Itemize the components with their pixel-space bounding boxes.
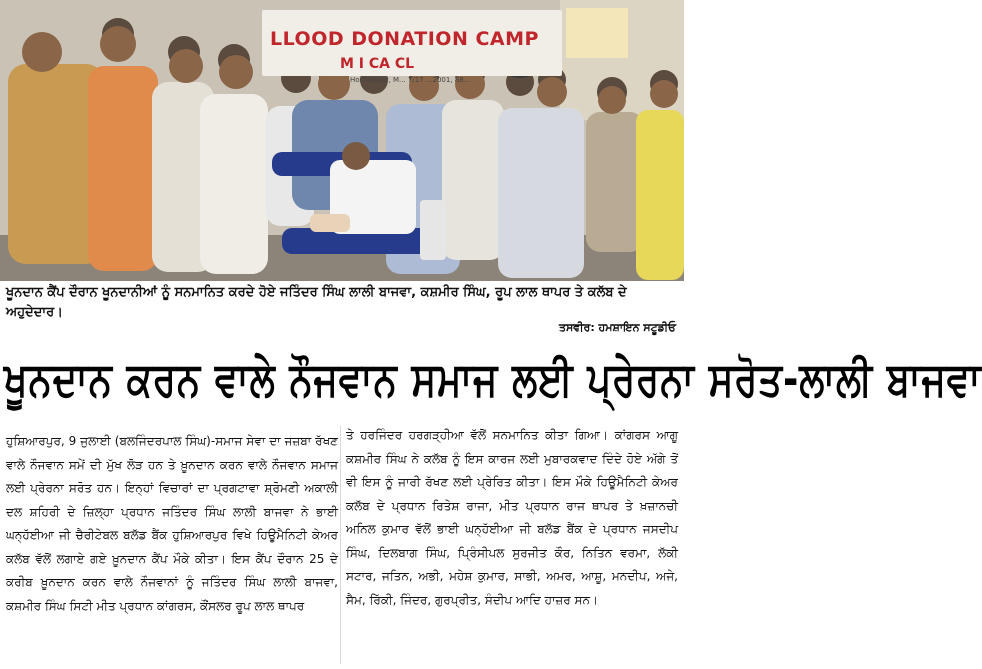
headline: ਖੂਨਦਾਨ ਕਰਨ ਵਾਲੇ ਨੌਜਵਾਨ ਸਮਾਜ ਲਈ ਪ੍ਰੇਰਨਾ ਸਰੋਤ-ਲਾਲੀ ਬਾਜਵਾ [4,352,982,406]
article-column-right: ਤੇ ਹਰਜਿੰਦਰ ਹਰਗੜ੍ਹੀਆ ਵੱਲੋਂ ਸਨਮਾਨਿਤ ਕੀਤਾ ਗਿਆ। ਕਾਂਗਰਸ ਆਗੂ ਕਸ਼ਮੀਰ ਸਿੰਘ ਨੇ ਕਲੱਬ ਨੂੰ ਇਸ ਕਾਰਜ ਲਈ ਮੁਬਾਰਕਵਾਦ ਦਿੰਦੇ ਹੋਏ ਅੱਗੇ ਤੋਂ ਵੀ ਇਸ ਨੂੰ ਜਾਰੀ ਰੱਖਣ ਲਈ ਪ੍ਰੇਰਿਤ ਕੀਤਾ। ਇਸ ਮੌਕੇ ਹਿਊਮੈਨਿਟੀ ਕੇਅਰ ਕਲੱਬ ਦੇ ਪ੍ਰਧਾਨ ਰਿਤੇਸ਼ ਰਾਜਾ, ਮੀਤ ਪ੍ਰਧਾਨ ਰਾਜ ਥਾਪਰ ਤੇ ਖ਼ਜ਼ਾਨਚੀ ਅਨਿਲ ਕੁਮਾਰ ਵੱਲੋਂ ਭਾਈ ਘਨ੍ਹੱਈਆ ਜੀ ਬਲੱਡ ਬੈਂਕ ਦੇ ਪ੍ਰਧਾਨ ਜਸਦੀਪ ਸਿੰਘ, ਦਿਲਬਾਗ ਸਿੰਘ, ਪ੍ਰਿੰਸੀਪਲ ਸੁਰਜੀਤ ਕੌਰ, ਨਿਤਿਨ ਵਰਮਾ, ਲੱਕੀ ਸਟਾਰ, ਜਤਿਨ, ਅਭੀ, ਮਹੇਸ਼ ਕੁਮਾਰ, ਸਾਭੀ, ਅਮਰ, ਆਸ਼ੂ, ਮਨਦੀਪ, ਅਜੇ, ਸੈਮ, ਰਿੱਕੀ, ਜਿੰਦਰ, ਗੁਰਪ੍ਰੀਤ, ਸੰਦੀਪ ਆਦਿ ਹਾਜ਼ਰ ਸਨ। [346,428,678,607]
article-column-left: ਹੁਸ਼ਿਆਰਪੁਰ, 9 ਜੁਲਾਈ (ਬਲਜਿੰਦਰਪਾਲ ਸਿੰਘ)-ਸਮਾਜ ਸੇਵਾ ਦਾ ਜਜ਼ਬਾ ਰੱਖਣ ਵਾਲੇ ਨੌਜਵਾਨ ਸਮੇਂ ਦੀ ਮੁੱਖ ਲੋੜ ਹਨ ਤੇ ਖ਼ੂਨਦਾਨ ਕਰਨ ਵਾਲੇ ਨੌਜਵਾਨ ਸਮਾਜ ਲਈ ਪ੍ਰੇਰਨਾ ਸਰੋਤ ਹਨ। ਇਨ੍ਹਾਂ ਵਿਚਾਰਾਂ ਦਾ ਪ੍ਰਗਟਾਵਾ ਸ਼੍ਰੋਮਣੀ ਅਕਾਲੀ ਦਲ ਸ਼ਹਿਰੀ ਦੇ ਜ਼ਿਲ੍ਹਾ ਪ੍ਰਧਾਨ ਜਤਿੰਦਰ ਸਿੰਘ ਲਾਲੀ ਬਾਜਵਾ ਨੇ ਭਾਈ ਘਨ੍ਹੱਈਆ ਜੀ ਚੈਰੀਟੇਬਲ ਬਲੱਡ ਬੈਂਕ ਹੁਸ਼ਿਆਰਪੁਰ ਵਿਖੇ ਹਿਊਮੈਨਿਟੀ ਕੇਅਰ ਕਲੱਬ ਵੱਲੋਂ ਲਗਾਏ ਗਏ ਖ਼ੂਨਦਾਨ ਕੈਂਪ ਮੌਕੇ ਕੀਤਾ। ਇਸ ਕੈਂਪ ਦੌਰਾਨ 25 ਦੇ ਕਰੀਬ ਖ਼ੂਨਦਾਨ ਕਰਨ ਵਾਲੇ ਨੌਜਵਾਨਾਂ ਨੂੰ ਜਤਿੰਦਰ ਸਿੰਘ ਲਾਲੀ ਬਾਜਵਾ, ਕਸ਼ਮੀਰ ਸਿੰਘ ਸਿਟੀ ਮੀਤ ਪ੍ਰਧਾਨ ਕਾਂਗਰਸ, ਕੌਂਸਲਰ ਰੂਪ ਲਾਲ ਥਾਪਰ [6,434,338,613]
column-divider [340,426,341,664]
photo-credit: ਤਸਵੀਰ: ਹਮਸ਼ਾਇਨ ਸਟੂਡੀਓ [558,321,676,334]
news-photo [0,0,684,281]
banner-address: Hoshiarpur, M... 7/17 ...2001, 88... [350,76,471,84]
banner-subtitle: M I CA CL [340,56,415,72]
photo-caption: ਖੂਨਦਾਨ ਕੈਂਪ ਦੌਰਾਨ ਖੂਨਦਾਨੀਆਂ ਨੂੰ ਸਨਮਾਨਿਤ ਕਰਦੇ ਹੋਏ ਜਤਿੰਦਰ ਸਿੰਘ ਲਾਲੀ ਬਾਜਵਾ, ਕਸ਼ਮੀਰ ਸਿੰਘ, ਰੂਪ ਲਾਲ ਥਾਪਰ ਤੇ ਕਲੱਬ ਦੇ ਅਹੁਦੇਦਾਰ। [6,285,627,320]
banner-title: LLOOD DONATION CAMP [270,28,539,50]
